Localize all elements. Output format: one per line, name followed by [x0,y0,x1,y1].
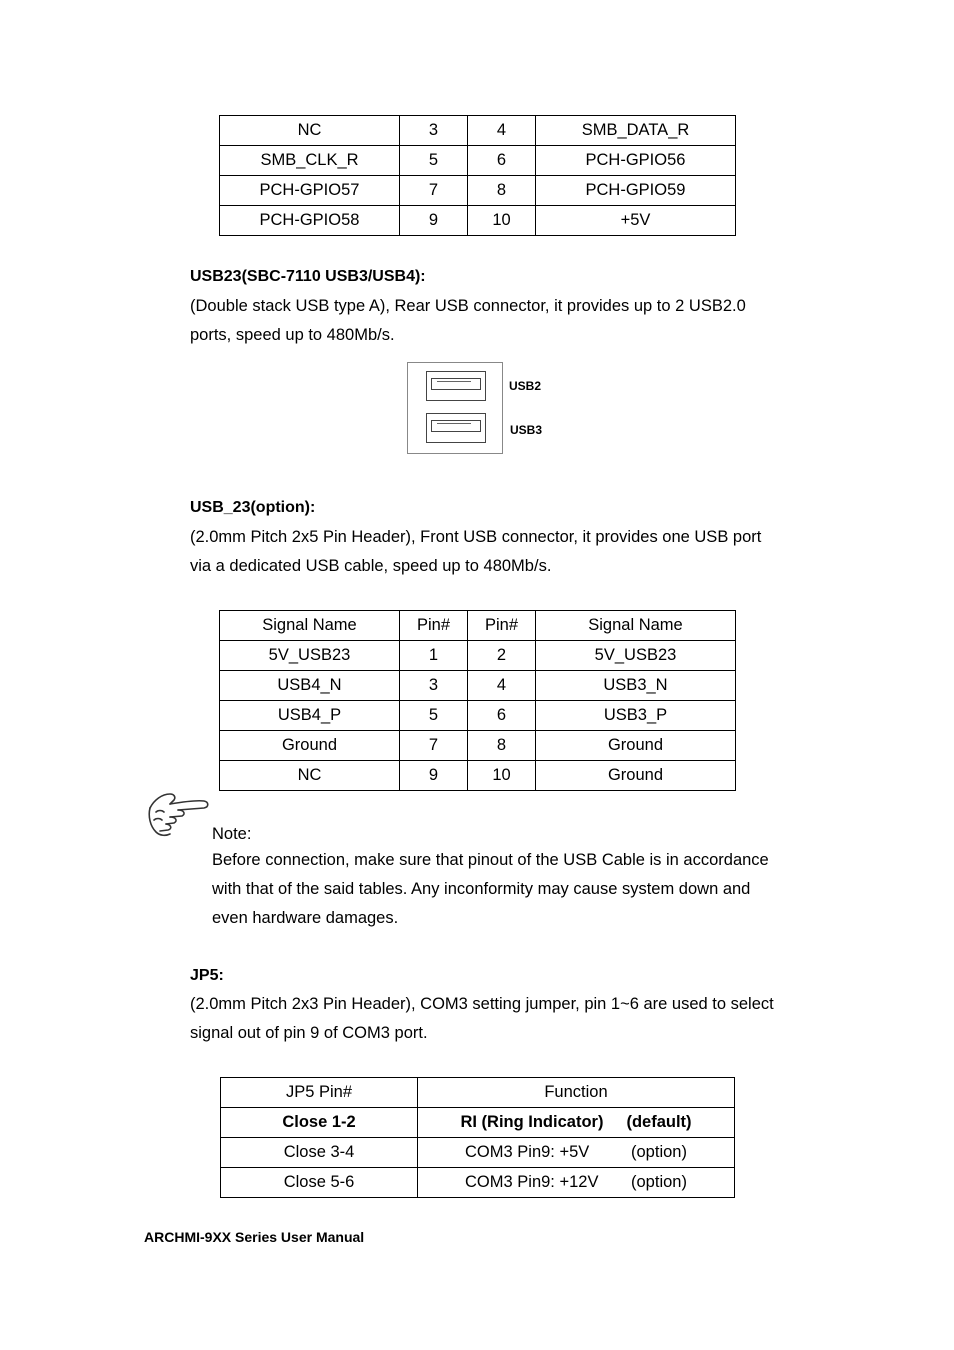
text-line: (Double stack USB type A), Rear USB connector, it provides up to 2 USB2.0 [190,297,746,315]
table-row [220,116,736,146]
table-cell: NC [220,761,400,791]
table-cell: 6 [468,701,536,731]
usb3-label: USB3 [510,423,543,437]
table-cell [418,1168,735,1198]
column-header: Signal Name [536,611,736,641]
table-cell: Close 3-4 [221,1138,418,1168]
function-name: COM3 Pin9: +12V [465,1173,599,1191]
text-line: ports, speed up to 480Mb/s. [190,326,395,344]
table-cell: Ground [220,731,400,761]
column-header: Signal Name [220,611,400,641]
table-cell: 10 [468,206,536,236]
table-cell: 4 [468,671,536,701]
table-cell: 5V_USB23 [220,641,400,671]
table-cell: 8 [468,176,536,206]
table-cell: USB4_P [220,701,400,731]
table-cell: NC [220,116,400,146]
jp5-description [190,990,774,1048]
text-line: even hardware damages. [212,909,399,927]
text-line: signal out of pin 9 of COM3 port. [190,1024,428,1042]
table-cell: +5V [536,206,736,236]
column-header: Function [418,1078,735,1108]
table-cell: 7 [400,731,468,761]
table-row [221,1168,735,1198]
table-cell: 3 [400,671,468,701]
table-cell: 1 [400,641,468,671]
note-text [212,846,769,933]
column-header: Pin# [400,611,468,641]
table-cell: PCH-GPIO56 [536,146,736,176]
usb23-heading: USB23(SBC-7110 USB3/USB4): [190,268,426,285]
usb-connector-figure [407,362,503,454]
column-header: JP5 Pin# [221,1078,418,1108]
table-row [220,701,736,731]
table-cell: Ground [536,731,736,761]
table-cell: USB4_N [220,671,400,701]
table-row [220,176,736,206]
table-cell: 8 [468,731,536,761]
text-line: (2.0mm Pitch 2x5 Pin Header), Front USB connector, it provides one USB port [190,528,762,546]
table-cell: 7 [400,176,468,206]
table-cell: 5 [400,701,468,731]
table-cell: 5V_USB23 [536,641,736,671]
note-label: Note: [212,825,252,843]
function-mode: (option) [631,1173,687,1191]
table-cell: USB3_N [536,671,736,701]
usb2-label: USB2 [509,379,542,393]
text-line: via a dedicated USB cable, speed up to 480Mb/s. [190,557,552,575]
table-header-row [221,1078,735,1108]
table-cell: PCH-GPIO57 [220,176,400,206]
table-cell: Close 5-6 [221,1168,418,1198]
usb23-description [190,292,746,350]
table-cell: PCH-GPIO58 [220,206,400,236]
table-cell [418,1108,735,1138]
function-mode: (default) [626,1113,692,1131]
table-cell: 3 [400,116,468,146]
page-footer: ARCHMI-9XX Series User Manual [144,1229,365,1245]
table-cell: USB3_P [536,701,736,731]
table-cell [418,1138,735,1168]
table-cell: SMB_DATA_R [536,116,736,146]
table-row [220,641,736,671]
table-cell: SMB_CLK_R [220,146,400,176]
jp5-table [220,1077,735,1198]
table-cell: 2 [468,641,536,671]
table-cell: 6 [468,146,536,176]
column-header: Pin# [468,611,536,641]
table-row [220,206,736,236]
text-line: Before connection, make sure that pinout of the USB Cable is in accordance [212,851,769,869]
table-cell: 4 [468,116,536,146]
table-header-row [220,611,736,641]
table-row [220,731,736,761]
table-cell: Ground [536,761,736,791]
usb-port-icon [426,371,486,401]
table-row [220,146,736,176]
table-row [221,1138,735,1168]
jp5-heading: JP5: [190,967,224,984]
function-mode: (option) [631,1143,687,1161]
table-row [221,1108,735,1138]
pin-table-continued [219,115,736,236]
usb-23-option-heading: USB_23(option): [190,499,316,516]
usb-port-icon [426,413,486,443]
table-row [220,761,736,791]
function-name: COM3 Pin9: +5V [465,1143,590,1161]
text-line: (2.0mm Pitch 2x3 Pin Header), COM3 setting jumper, pin 1~6 are used to select [190,995,774,1013]
usb-pin-table [219,610,736,791]
text-line: with that of the said tables. Any inconformity may cause system down and [212,880,751,898]
table-cell: PCH-GPIO59 [536,176,736,206]
table-cell: 10 [468,761,536,791]
pointing-hand-icon [144,788,210,840]
table-cell: 9 [400,761,468,791]
table-cell: 5 [400,146,468,176]
table-row [220,671,736,701]
function-name: RI (Ring Indicator) [460,1113,604,1131]
usb-23-option-description [190,523,761,581]
table-cell: Close 1-2 [221,1108,418,1138]
table-cell: 9 [400,206,468,236]
